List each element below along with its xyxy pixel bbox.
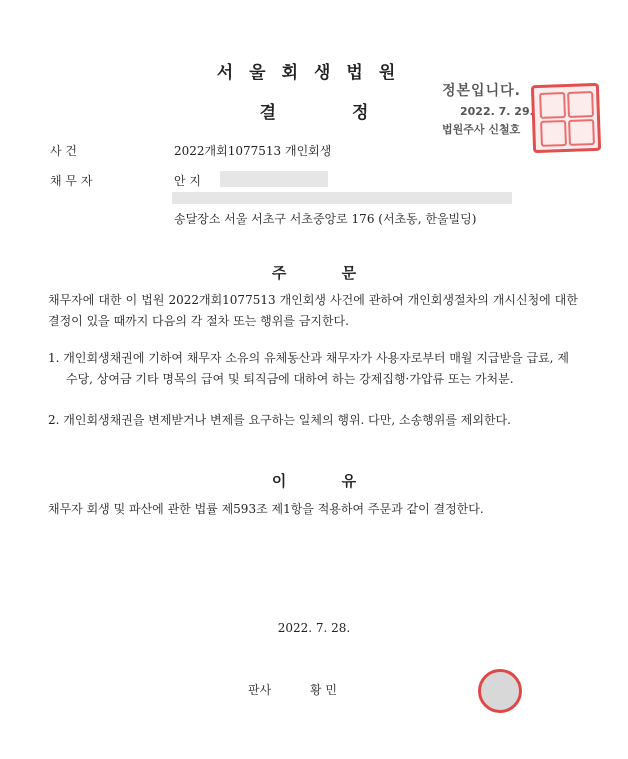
judge-name: 황 민 (310, 683, 337, 697)
order-item-2: 2. 개인회생채권을 변제받거나 변제를 요구하는 일체의 행위. 다만, 소송행위를 제외한다. (48, 413, 511, 427)
redacted-debtor-name (220, 171, 328, 187)
decision-date: 2022. 7. 28. (277, 621, 351, 635)
delivery-address: 송달장소 서울 서초구 서초중앙로 176 (서초동, 한울빌딩) (174, 212, 477, 226)
certified-copy-label: 정본입니다. (442, 83, 521, 99)
order-item-1: 1. 개인회생채권에 기하여 채무자 소유의 유체동산과 채무자가 사용자로부터 매월 지급받을 급료, 제수당, 상여금 기타 명목의 급여 및 퇴직금에 대하여 하는 강제집행·가압류 또는 가처분. (48, 351, 569, 386)
judge-label: 판사 (248, 683, 272, 697)
court-seal-stamp (531, 83, 601, 153)
case-value: 2022개회1077513 개인회생 (174, 144, 332, 158)
case-label: 사 건 (50, 144, 77, 158)
judge-seal-stamp (478, 669, 522, 713)
order-heading: 주 문 (271, 264, 357, 282)
certified-copy-date: 2022. 7. 29. (460, 105, 534, 118)
reason-text: 채무자 회생 및 파산에 관한 법률 제593조 제1항을 적용하여 주문과 같이 결정한다. (48, 502, 484, 516)
document-title: 결 정 (259, 103, 369, 123)
order-intro: 채무자에 대한 이 법원 2022개회1077513 개인회생 사건에 관하여 개인회생절차의 개시신청에 대한 결정이 있을 때까지 다음의 각 절차 또는 행위를 금지한다. (48, 293, 578, 328)
court-name: 서울회생법원 (216, 63, 412, 83)
debtor-label: 채 무 자 (50, 174, 93, 188)
debtor-name: 안 지 (174, 174, 201, 188)
redacted-address (172, 192, 512, 204)
certified-copy-officer: 법원주사 신철호 (442, 123, 521, 136)
reason-heading: 이 유 (271, 472, 357, 490)
